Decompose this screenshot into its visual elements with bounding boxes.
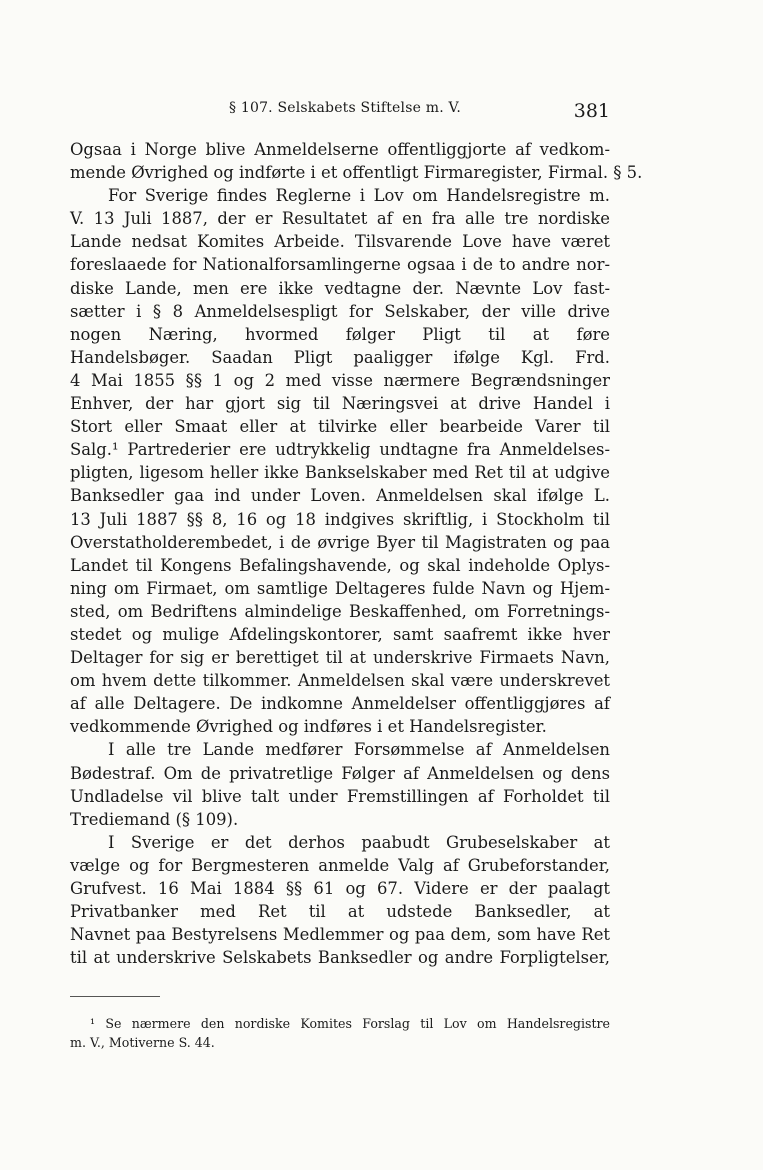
text-line: til at underskrive Selskabets Banksedler og andre Forpligtelser,: [70, 948, 610, 968]
text-line: Deltager for sig er berettiget til at underskrive Firmaets Navn,: [70, 648, 610, 668]
text-line: Handelsbøger. Saadan Pligt paaligger ifølge Kgl. Frd.: [70, 347, 610, 367]
text-line: sted, om Bedriftens almindelige Beskaffenhed, om Forretnings-: [70, 601, 610, 621]
text-line: vedkommende Øvrighed og indføres i et Handelsregister.: [70, 717, 547, 737]
text-line: I alle tre Lande medfører Forsømmelse af Anmeldelsen: [108, 740, 610, 760]
text-line: For Sverige findes Reglerne i Lov om Handelsregistre m.: [108, 186, 610, 206]
footnote-divider: [70, 996, 160, 997]
footnote-line: ¹ Se nærmere den nordiske Komites Forslag til Lov om Handelsregistre: [90, 1016, 610, 1031]
text-line: Stort eller Smaat eller at tilvirke eller bearbeide Varer til: [70, 417, 610, 437]
text-line: ning om Firmaet, om samtlige Deltageres fulde Navn og Hjem-: [70, 578, 610, 598]
text-line: af alle Deltagere. De indkomne Anmeldelser offentliggjøres af: [70, 694, 610, 714]
text-line: V. 13 Juli 1887, der er Resultatet af en fra alle tre nordiske: [70, 209, 610, 229]
text-line: Banksedler gaa ind under Loven. Anmeldelsen skal ifølge L.: [70, 486, 610, 506]
text-line: I Sverige er det derhos paabudt Grubeselskaber at: [108, 832, 610, 852]
text-line: stedet og mulige Afdelingskontorer, samt saafremt ikke hver: [70, 624, 610, 644]
running-header: [70, 96, 610, 126]
text-line: vælge og for Bergmesteren anmelde Valg af Grubeforstander,: [70, 855, 610, 875]
text-line: Landet til Kongens Befalingshavende, og skal indeholde Oplys-: [70, 555, 610, 575]
text-line: sætter i § 8 Anmeldelsespligt for Selskaber, der ville drive: [70, 301, 610, 321]
text-line: Overstatholderembedet, i de øvrige Byer til Magistraten og paa: [70, 532, 610, 552]
text-line: 13 Juli 1887 §§ 8, 16 og 18 indgives skriftlig, i Stockholm til: [70, 509, 610, 529]
text-line: foreslaaede for Nationalforsamlingerne ogsaa i de to andre nor-: [70, 255, 610, 275]
text-line: Salg.¹ Partrederier ere udtrykkelig undtagne fra Anmeldelses-: [70, 440, 610, 460]
text-line: Ogsaa i Norge blive Anmeldelserne offentliggjorte af vedkom-: [70, 140, 610, 159]
text-line: nogen Næring, hvormed følger Pligt til at føre: [70, 324, 610, 344]
page-number: 381: [573, 100, 610, 122]
text-line: Navnet paa Bestyrelsens Medlemmer og paa dem, som have Ret: [70, 925, 610, 945]
text-line: Enhver, der har gjort sig til Næringsvei at drive Handel i: [70, 394, 610, 414]
body-text: [70, 138, 643, 969]
text-line: om hvem dette tilkommer. Anmeldelsen skal være underskrevet: [70, 671, 610, 691]
text-line: 4 Mai 1855 §§ 1 og 2 med visse nærmere Begrændsninger: [70, 370, 610, 390]
text-line: pligten, ligesom heller ikke Bankselskaber med Ret til at udgive: [70, 463, 610, 483]
footnote-line: m. V., Motiverne S. 44.: [70, 1035, 215, 1050]
text-line: Bødestraf. Om de privatretlige Følger af Anmeldelsen og dens: [70, 763, 610, 783]
text-line: Undladelse vil blive talt under Fremstillingen af Forholdet til: [70, 786, 610, 806]
footnote: [70, 1014, 610, 1052]
header-section-title: § 107. Selskabets Stiftelse m. V.: [229, 100, 462, 116]
text-line: diske Lande, men ere ikke vedtagne der. Nævnte Lov fast-: [70, 278, 610, 298]
text-line: Lande nedsat Komites Arbeide. Tilsvarende Love have været: [70, 232, 610, 252]
text-line: Privatbanker med Ret til at udstede Banksedler, at: [70, 902, 610, 922]
text-line: Trediemand (§ 109).: [70, 809, 239, 829]
text-line: mende Øvrighed og indførte i et offentligt Firmaregister, Firmal. § 5.: [70, 163, 643, 183]
text-line: Grufvest. 16 Mai 1884 §§ 61 og 67. Videre er der paalagt: [70, 879, 610, 898]
